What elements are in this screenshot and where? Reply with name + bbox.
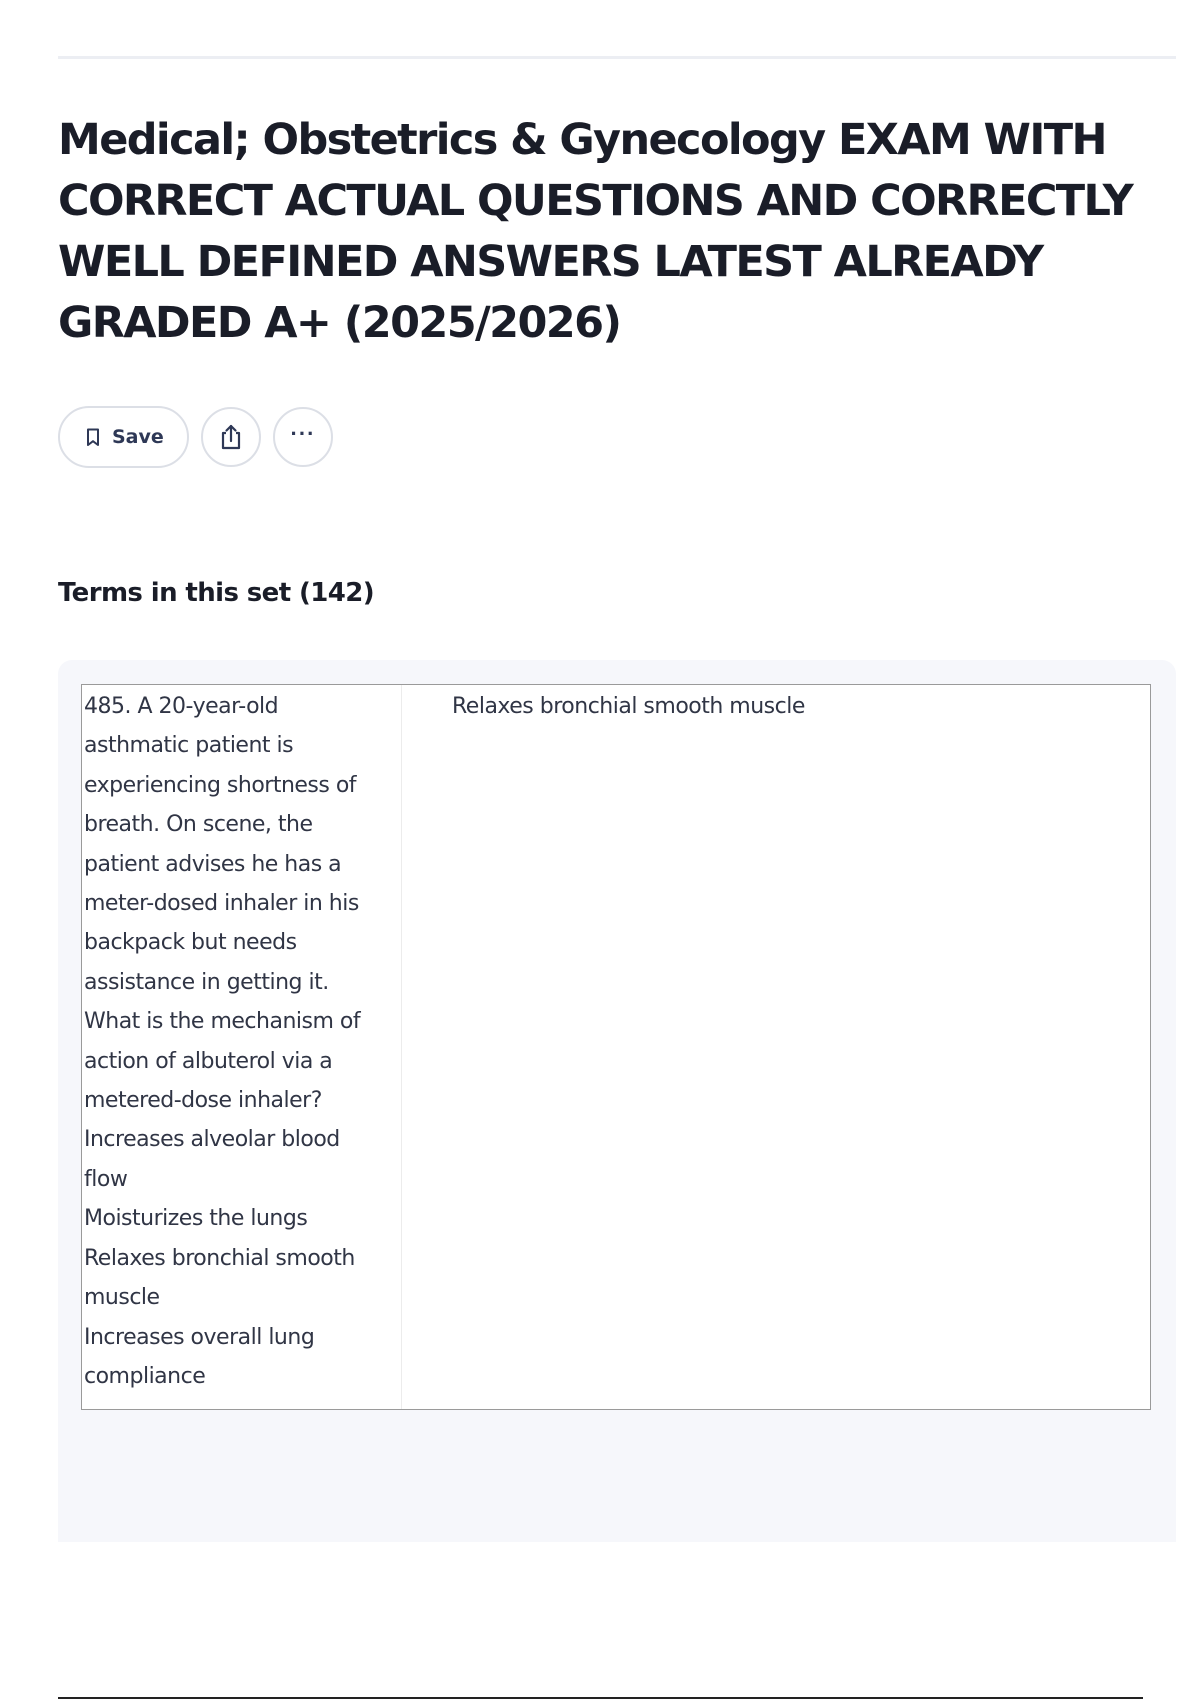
card-term-line: backpack but needs (84, 930, 297, 956)
card-term-line: 485. A 20-year-old (84, 694, 279, 719)
card-term-line: Increases overall lung (84, 1324, 315, 1350)
share-button[interactable] (201, 407, 261, 467)
card-term-line: Increases alveolar blood (84, 1127, 340, 1153)
page-title-line: WELL DEFINED ANSWERS LATEST ALREADY (58, 237, 1043, 287)
save-button[interactable] (58, 406, 189, 468)
card-term-line: flow (84, 1166, 128, 1192)
card-term-line: breath. On scene, the (84, 812, 313, 838)
terms-list-panel (58, 660, 1176, 1542)
more-options-icon: ··· (290, 421, 316, 446)
card-term-line: meter-dosed inhaler in his (84, 891, 359, 917)
top-divider (58, 56, 1176, 59)
more-options-button[interactable] (273, 407, 333, 467)
card-definition-side (402, 685, 1150, 1409)
page-title (58, 110, 1183, 354)
card-term-line: assistance in getting it. (84, 969, 329, 995)
card-term-line: asthmatic patient is (84, 733, 294, 759)
card-term-side (82, 685, 402, 1409)
page-title-line: GRADED A+ (2025/2026) (58, 298, 621, 348)
card-definition-text: Relaxes bronchial smooth muscle (452, 694, 805, 719)
card-term-line: Moisturizes the lungs (84, 1206, 308, 1232)
card-term-line: What is the mechanism of (84, 1009, 361, 1035)
page-title-line: CORRECT ACTUAL QUESTIONS AND CORRECTLY (58, 176, 1133, 226)
terms-count-heading: Terms in this set (142) (58, 578, 375, 608)
card-term-line: Relaxes bronchial smooth (84, 1245, 355, 1271)
save-button-label: Save (112, 426, 164, 448)
share-icon (218, 423, 244, 451)
set-actions-toolbar (58, 406, 333, 468)
page-title-line: Medical; Obstetrics & Gynecology EXAM WITH (58, 115, 1106, 165)
bottom-divider (58, 1697, 1143, 1699)
card-term-line: experiencing shortness of (84, 772, 357, 798)
card-term-line: muscle (84, 1285, 160, 1311)
bookmark-icon (86, 428, 100, 447)
card-term-line: compliance (84, 1363, 206, 1389)
card-term-line: patient advises he has a (84, 851, 342, 877)
term-card[interactable] (81, 684, 1151, 1410)
card-term-line: metered-dose inhaler? (84, 1088, 322, 1114)
card-term-line: action of albuterol via a (84, 1048, 333, 1074)
